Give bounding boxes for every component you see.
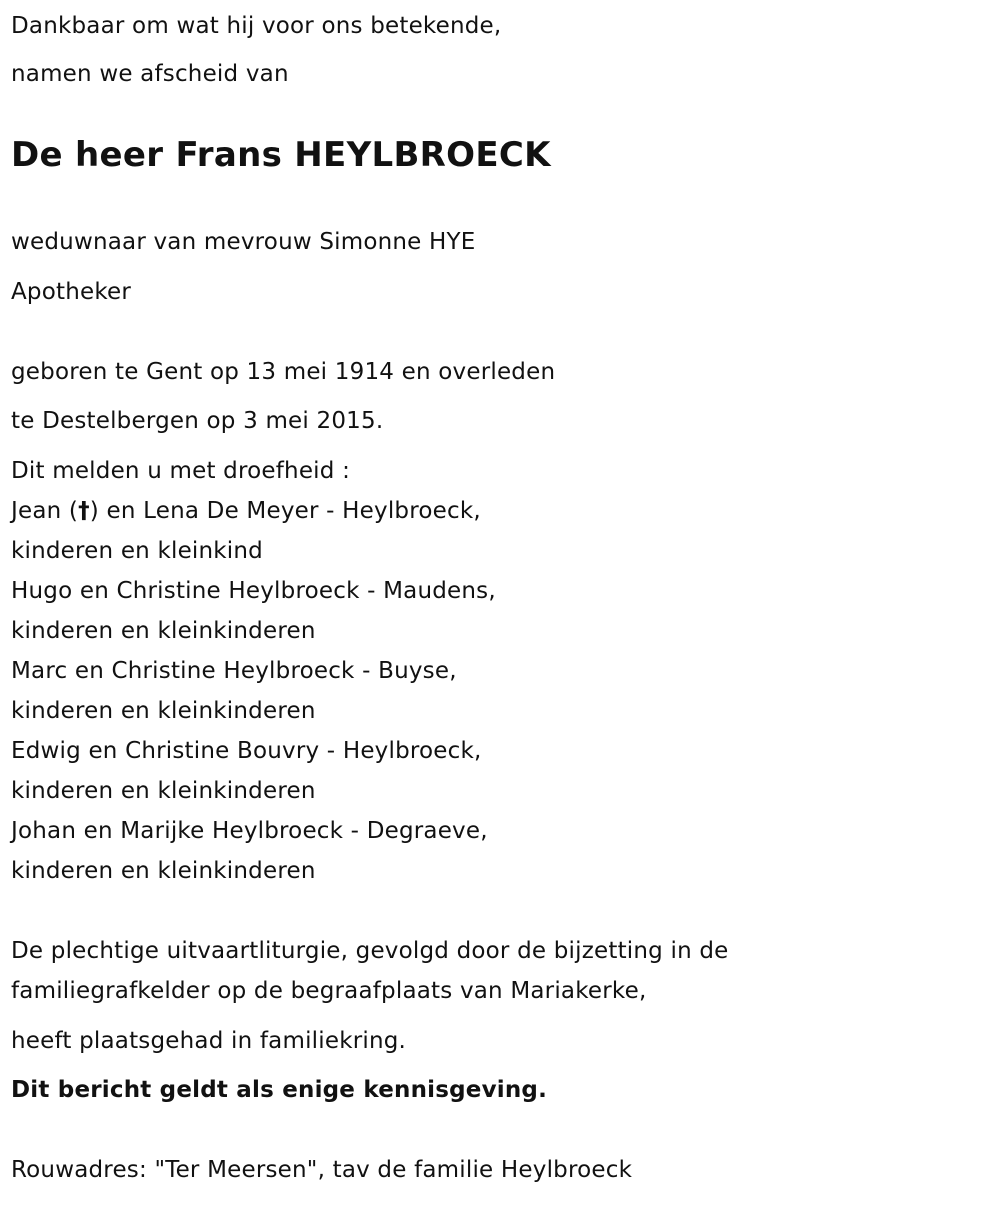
profession-line: Apotheker xyxy=(11,279,132,305)
dates-line-1: geboren te Gent op 13 mei 1914 en overleden xyxy=(11,359,556,385)
announcer-line-6: kinderen en kleinkinderen xyxy=(11,698,316,724)
announcer-line-10: kinderen en kleinkinderen xyxy=(11,858,316,884)
deceased-name: De heer Frans HEYLBROECK xyxy=(11,135,551,175)
intro-line-2: namen we afscheid van xyxy=(11,61,289,87)
notice-statement: Dit bericht geldt als enige kennisgeving. xyxy=(11,1077,548,1103)
announcer-name-prefix: Jean ( xyxy=(11,498,79,524)
announcer-line-2: kinderen en kleinkind xyxy=(11,538,263,564)
funeral-line-3: heeft plaatsgehad in familiekring. xyxy=(11,1028,407,1054)
mourning-address: Rouwadres: "Ter Meersen", tav de familie Heylbroeck xyxy=(11,1157,633,1183)
announcers-heading: Dit melden u met droefheid : xyxy=(11,458,351,484)
announcer-line-8: kinderen en kleinkinderen xyxy=(11,778,316,804)
announcer-line-7: Edwig en Christine Bouvry - Heylbroeck, xyxy=(11,738,482,764)
funeral-line-2: familiegrafkelder op de begraafplaats van Mariakerke, xyxy=(11,978,647,1004)
intro-line-1: Dankbaar om wat hij voor ons betekende, xyxy=(11,13,502,39)
announcer-line-1 xyxy=(11,496,481,526)
announcer-line-5: Marc en Christine Heylbroeck - Buyse, xyxy=(11,658,457,684)
announcer-name-suffix: ) en Lena De Meyer - Heylbroeck, xyxy=(89,498,481,524)
cross-icon: † xyxy=(78,498,90,524)
announcer-line-4: kinderen en kleinkinderen xyxy=(11,618,316,644)
spouse-line: weduwnaar van mevrouw Simonne HYE xyxy=(11,229,476,255)
announcer-line-9: Johan en Marijke Heylbroeck - Degraeve, xyxy=(11,818,488,844)
funeral-line-1: De plechtige uitvaartliturgie, gevolgd door de bijzetting in de xyxy=(11,938,729,964)
dates-line-2: te Destelbergen op 3 mei 2015. xyxy=(11,408,384,434)
announcer-line-3: Hugo en Christine Heylbroeck - Maudens, xyxy=(11,578,496,604)
